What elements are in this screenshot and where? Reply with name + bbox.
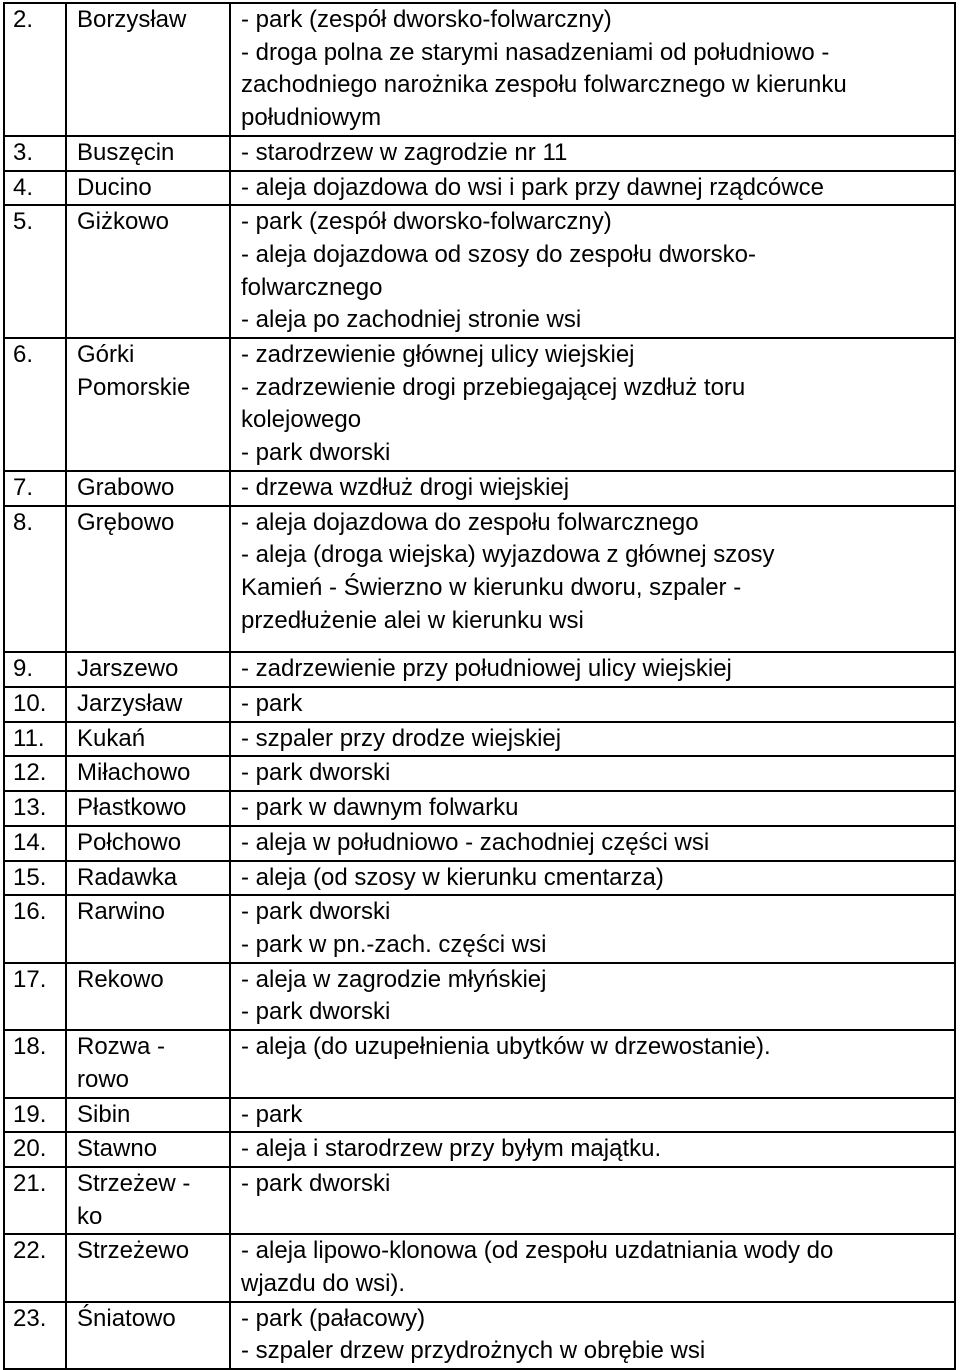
village-name-line: Rekowo (77, 965, 164, 993)
village-name (66, 471, 230, 506)
village-name-line: Grębowo (77, 508, 175, 536)
village-name-line: Ducino (77, 173, 152, 201)
row-number: 17. (4, 963, 66, 1030)
description-line: - park dworski (241, 759, 391, 787)
description-line: - aleja w zagrodzie młyńskiej (241, 965, 547, 993)
table-row (4, 687, 955, 722)
village-name-line: Śniatowo (77, 1304, 176, 1332)
row-number: 6. (4, 338, 66, 471)
village-name-line: Borzysław (77, 6, 187, 33)
table-row (4, 861, 955, 896)
object-description (230, 963, 955, 1030)
description-line: - aleja (do uzupełnienia ubytków w drzewostanie). (241, 1033, 771, 1061)
village-name-line: Górki (77, 341, 135, 369)
village-name-line: Rarwino (77, 898, 166, 926)
row-number: 2. (4, 3, 66, 136)
object-description (230, 506, 955, 653)
village-name-line: Grabowo (77, 473, 175, 501)
description-line: folwarcznego (241, 273, 383, 301)
description-line: - park dworski (241, 998, 391, 1026)
table-body (4, 3, 955, 1369)
description-line: zachodniego narożnika zespołu folwarcznego w kierunku (241, 71, 847, 99)
description-line: - aleja lipowo-klonowa (od zespołu uzdatniania wody do (241, 1237, 834, 1265)
village-name-line: Kukań (77, 724, 146, 752)
row-number: 11. (4, 722, 66, 757)
village-name (66, 1132, 230, 1167)
object-description (230, 1234, 955, 1301)
row-number: 9. (4, 652, 66, 687)
description-line: kolejowego (241, 406, 362, 434)
description-line: południowym (241, 104, 382, 132)
row-number: 13. (4, 791, 66, 826)
description-line: - szpaler drzew przydrożnych w obrębie wsi (241, 1337, 706, 1365)
village-name (66, 171, 230, 206)
table-row (4, 506, 955, 653)
village-name (66, 3, 230, 136)
object-description (230, 1030, 955, 1097)
table-row (4, 136, 955, 171)
village-name-line: Pomorskie (77, 373, 191, 401)
description-line: - park dworski (241, 1169, 391, 1197)
description-line: - zadrzewienie drogi przebiegającej wzdłuż toru (241, 373, 746, 401)
object-description (230, 722, 955, 757)
description-line: - park (241, 1100, 303, 1128)
village-name (66, 338, 230, 471)
table-row (4, 171, 955, 206)
village-name (66, 652, 230, 687)
village-name-line: Strzeżewo (77, 1237, 190, 1265)
object-description (230, 652, 955, 687)
village-name-line: Sibin (77, 1100, 131, 1128)
object-description (230, 1302, 955, 1369)
village-name (66, 826, 230, 861)
object-description (230, 1098, 955, 1133)
description-line: - aleja (droga wiejska) wyjazdowa z głównej szosy (241, 541, 775, 569)
object-description (230, 471, 955, 506)
village-name-line: Jarszewo (77, 655, 179, 683)
village-name-line: Giżkowo (77, 208, 170, 236)
table-row (4, 205, 955, 338)
object-description (230, 3, 955, 136)
table-row (4, 1167, 955, 1234)
object-description (230, 338, 955, 471)
village-name (66, 756, 230, 791)
table-row (4, 895, 955, 962)
village-name (66, 205, 230, 338)
object-description (230, 1132, 955, 1167)
village-name-line: Rozwa - (77, 1033, 166, 1061)
row-number: 7. (4, 471, 66, 506)
village-name (66, 506, 230, 653)
object-description (230, 756, 955, 791)
object-description (230, 687, 955, 722)
village-name (66, 861, 230, 896)
object-description (230, 205, 955, 338)
village-name (66, 1030, 230, 1097)
village-name-line: Stawno (77, 1135, 158, 1163)
village-name-line: Połchowo (77, 828, 182, 856)
village-name (66, 722, 230, 757)
table-row (4, 722, 955, 757)
row-number: 16. (4, 895, 66, 962)
description-line: - park w dawnym folwarku (241, 794, 519, 822)
description-line: - zadrzewienie przy południowej ulicy wiejskiej (241, 655, 732, 683)
village-name (66, 136, 230, 171)
row-number: 5. (4, 205, 66, 338)
village-name (66, 1234, 230, 1301)
table-row (4, 471, 955, 506)
village-name (66, 1302, 230, 1369)
row-number: 20. (4, 1132, 66, 1167)
description-line: przedłużenie alei w kierunku wsi (241, 606, 584, 634)
description-line: - drzewa wzdłuż drogi wiejskiej (241, 473, 570, 501)
description-line: - aleja po zachodniej stronie wsi (241, 306, 582, 334)
description-line: - aleja i starodrzew przy byłym majątku. (241, 1135, 662, 1163)
table-row (4, 652, 955, 687)
description-line: wjazdu do wsi). (241, 1270, 406, 1298)
monuments-table (3, 2, 956, 1370)
object-description (230, 791, 955, 826)
row-number: 14. (4, 826, 66, 861)
village-name (66, 963, 230, 1030)
row-number: 12. (4, 756, 66, 791)
description-line: - park (zespół dworsko-folwarczny) (241, 208, 612, 236)
object-description (230, 171, 955, 206)
row-number: 22. (4, 1234, 66, 1301)
row-number: 19. (4, 1098, 66, 1133)
village-name-line: Miłachowo (77, 759, 191, 787)
table-row (4, 756, 955, 791)
row-number: 23. (4, 1302, 66, 1369)
row-number: 8. (4, 506, 66, 653)
village-name (66, 895, 230, 962)
village-name-line: Jarzysław (77, 690, 183, 718)
description-line: - droga polna ze starymi nasadzeniami od południowo - (241, 38, 830, 66)
description-line: - szpaler przy drodze wiejskiej (241, 724, 562, 752)
table-row (4, 963, 955, 1030)
object-description (230, 136, 955, 171)
village-name-line: Buszęcin (77, 138, 175, 166)
description-line: - aleja (od szosy w kierunku cmentarza) (241, 863, 664, 891)
row-number: 15. (4, 861, 66, 896)
description-line: Kamień - Świerzno w kierunku dworu, szpaler - (241, 573, 742, 601)
table-row (4, 3, 955, 136)
object-description (230, 1167, 955, 1234)
village-name-line: Radawka (77, 863, 178, 891)
description-line: - park dworski (241, 898, 391, 926)
table-row (4, 1132, 955, 1167)
description-line: - park w pn.-zach. części wsi (241, 930, 547, 958)
row-number: 18. (4, 1030, 66, 1097)
village-name (66, 1098, 230, 1133)
description-line: - aleja w południowo - zachodniej części wsi (241, 828, 710, 856)
description-line: - aleja dojazdowa od szosy do zespołu dworsko- (241, 240, 756, 268)
row-number: 3. (4, 136, 66, 171)
description-line: - aleja dojazdowa do zespołu folwarcznego (241, 508, 699, 536)
village-name-line: rowo (77, 1065, 130, 1093)
table-row (4, 1030, 955, 1097)
description-line: - zadrzewienie głównej ulicy wiejskiej (241, 341, 635, 369)
object-description (230, 826, 955, 861)
village-name (66, 1167, 230, 1234)
row-number: 21. (4, 1167, 66, 1234)
description-line: - starodrzew w zagrodzie nr 11 (241, 138, 568, 166)
table-row (4, 1234, 955, 1301)
row-number: 10. (4, 687, 66, 722)
village-name-line: Płastkowo (77, 794, 187, 822)
table-row (4, 1098, 955, 1133)
table-row (4, 826, 955, 861)
row-number: 4. (4, 171, 66, 206)
village-name-line: ko (77, 1202, 103, 1230)
description-line: - aleja dojazdowa do wsi i park przy dawnej rządcówce (241, 173, 824, 201)
village-name (66, 791, 230, 826)
description-line: - park (zespół dworsko-folwarczny) (241, 6, 612, 33)
village-name-line: Strzeżew - (77, 1169, 191, 1197)
object-description (230, 895, 955, 962)
table-row (4, 338, 955, 471)
description-line: - park (pałacowy) (241, 1304, 426, 1332)
object-description (230, 861, 955, 896)
description-line: - park (241, 690, 303, 718)
table-row (4, 791, 955, 826)
village-name (66, 687, 230, 722)
description-line: - park dworski (241, 439, 391, 467)
table-row (4, 1302, 955, 1369)
